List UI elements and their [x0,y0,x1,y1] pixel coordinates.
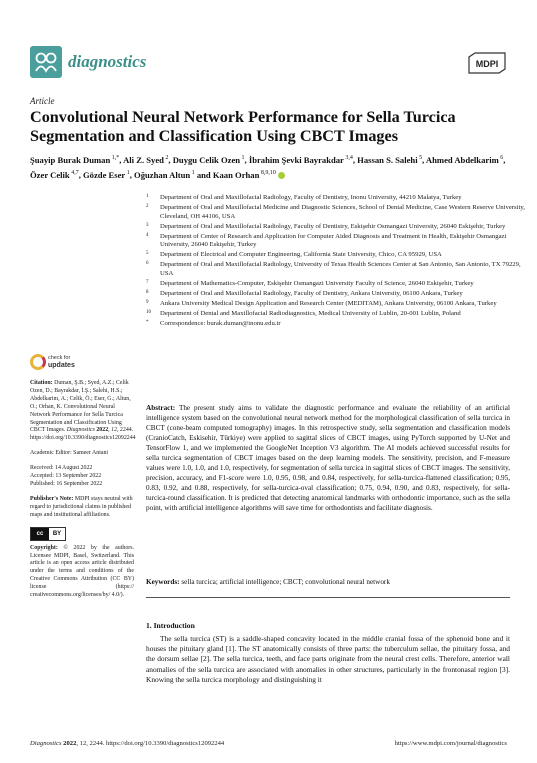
author-name[interactable]: Özer Celik $^{4,7}$ [30,169,79,180]
affiliation-number: 6 [146,261,149,266]
affiliation-item [146,223,526,232]
affiliation-text: Department of Center of Research and Application for Computer Aided Diagnosis and Treatment in Health, Eskişehir Osmangazi University, 26040 Eskişehir, Turkey [160,232,507,248]
affiliations-list [146,194,526,330]
affiliation-text: Correspondence: burak.duman@inonu.edu.tr [160,319,281,327]
section-divider [146,597,510,598]
author-affiliation-sup: 8,9,10 [259,169,276,176]
article-type: Article [30,96,55,106]
cc-icon: cc [31,528,49,540]
received-date: Received: 14 August 2022 [30,465,93,472]
affiliation-text: Department of Dental and Maxillofacial Radiodiagnostics, Medical University of Lublin, 20-001 Lublin, Poland [160,309,461,317]
author-name[interactable]: Kaan Orhan $^{8,9,10}$ [212,169,276,180]
journal-header [30,46,507,80]
affiliation-item [146,251,526,260]
affiliation-text: Department of Mathematics-Computer, Eskişehir Osmangazi University Faculty of Science, 26040 Eskişehir, Turkey [160,279,474,287]
author-affiliation-sup: 6 [498,155,504,161]
affiliation-number: 2 [146,204,149,209]
author-affiliation-sup: 2 [163,155,169,161]
author-name[interactable]: Gözde Eser $^1$ [83,169,130,180]
affiliation-item [146,300,526,309]
introduction-text: The sella turcica (ST) is a saddle-shaped concavity located in the middle cranial fossa of the sphenoid bone and it houses the pituitary gland [1]. The ST anatomically consists of three parts: the tuberculum sellae, the pituitary fossa, and the dorsum sellae [2]. The sella turcica, teeth, and face parts originate from the neural crest cells. Therefore, anterior wall anomalies of the sella turcica are associated with anomalies in other structures, particularly in the frontonasal region [3]. Knowing the sella turcica morphology and distinguishing it [146,634,510,684]
affiliation-number: 8 [146,289,149,295]
abstract: Abstract: The present study aims to validate the diagnostic performance and evaluate the reliability of an artificial intelligence system based on the convolutional neural network method for the morphological classification of sella turcica in CBCT (cone-beam computed tomography) images. In this retrospective study, sella segmentation and classification models (CranioCatch, Eskisehir, Türkiye) were applied to sagittal slices of CBCT images, using PyTorch supported by U-Net and TensorFlow 1, and we implemented the GoogleNet Inception V3 algorithm. The AI models achieved successful results for sella turcica segmentation of CBCT images based on the deep learning models. The sensitivity, precision, and F-measure values were 1.0, 1.0, and 1.0, respectively, for segmentation of sella turcica in sagittal slices of CBCT images. The sensitivity, precision, accuracy, and F1-score were 1.0, 0.95, 0.98, and 0.84, respectively, for sella-turcica-flattened classification; 0.95, 0.83, 0.92, and 0.88, respectively, for sella-turcica-oval classification; 0.75, 0.94, 0.90, and 0.83, respectively, for sella-turcica-round classification. It is predicted that detecting anatomical landmarks with orthodontic importance, such as the sella point, with artificial intelligence algorithms will save time for orthodontists and facilitate diagnosis. [146,404,510,512]
paper-title: Convolutional Neural Network Performance for Sella Turcica Segmentation and Classification Using CBCT Images [30,108,456,145]
copyright-block: Copyright: © 2022 by the authors. Licensee MDPI, Basel, Switzerland. This article is an open access article distributed under the terms and conditions of the Creative Commons Attribution (CC BY) license (https:// creativecommons.org/licenses/by/ 4.0/). [30,544,134,599]
affiliation-text: Department of Oral and Maxillofacial Medicine and Diagnostic Sciences, School of Dental Medicine, Case Western Reserve University, Cleveland, OH 44106, USA [160,204,525,220]
by-icon: BY [52,530,62,537]
affiliation-number: * [146,319,149,325]
affiliation-number: 3 [146,222,149,228]
author-affiliation-sup: 1 [190,169,195,176]
author-name[interactable]: Oğuzhan Altun $^1$ [134,169,195,180]
affiliation-number: 7 [146,279,149,285]
affiliation-number: 5 [146,251,149,256]
author-affiliation-sup: 1 [240,155,245,161]
affiliation-item [146,194,526,203]
check-for-updates-badge[interactable]: check for updates [30,352,134,374]
affiliation-number: 10 [146,309,151,315]
cc-by-license-badge[interactable] [30,527,66,541]
introduction-heading: 1. Introduction [146,621,195,630]
affiliation-text: Ankara University Medical Design Application and Research Center (MEDITAM), Ankara University, 06100 Ankara, Turkey [160,299,497,307]
keywords: Keywords: sella turcica; artificial intelligence; CBCT; convolutional neural network [146,578,390,586]
publisher-note: Publisher's Note: MDPI stays neutral with regard to jurisdictional claims in published maps and institutional affiliations. [30,495,133,518]
footer-citation: Diagnostics 2022, 12, 2244. https://doi.org/10.3390/diagnostics12092244 [30,740,225,747]
affiliation-text: Department of Oral and Maxillofacial Radiology, Faculty of Dentistry, Inonu University, 44210 Malatya, Turkey [160,194,462,201]
author-name[interactable]: Hassan S. Salehi $^5$ [357,154,423,165]
affiliation-text: Department of Oral and Maxillofacial Radiology, University of Texas Health Sciences Center at San Antonio, San Antonio, TX 79229, USA [160,261,521,277]
affiliation-item [146,261,526,278]
author-name[interactable]: Şuayip Burak Duman $^{1,*}$ [30,154,120,165]
citation-block: Citation: Duman, Ş.B.; Syed, A.Z.; Celik Ozen, D.; Bayrakdar, İ.Ş.; Salehi, H.S.; Abdelkarim, A.; Celik, Ö.; Eser, G.; Altun, O.; Orhan, K. Convolutional Neural Network Performance for Sella Turcica Segmentation and Classification Using CBCT Images. Diagnostics 2022, 12, 2244. https://doi.org/10.3390/diagnostics12092244 [30,380,136,442]
academic-editor: Academic Editor: Sameer Antani [30,450,109,457]
journal-name[interactable]: diagnostics [68,52,147,71]
accepted-date: Accepted: 13 September 2022 [30,473,102,480]
author-name[interactable]: Ali Z. Syed $^2$ [123,154,169,165]
footer-journal-url[interactable]: https://www.mdpi.com/journal/diagnostics [394,740,507,747]
dates-block [30,465,134,489]
check-updates-icon [30,354,46,370]
affiliation-item [146,204,526,221]
affiliation-item [146,310,526,319]
author-name[interactable]: Ahmed Abdelkarim $^6$ [425,154,504,165]
mdpi-logo[interactable] [467,52,507,74]
author-name[interactable]: Duygu Celik Ozen $^1$ [172,154,245,165]
author-affiliation-sup: 5 [417,155,423,161]
affiliation-text: Department of Oral and Maxillofacial Radiology, Faculty of Dentistry, Eskişehir Osmangazi University, 26040 Eskişehir, Turkey [160,222,506,230]
author-list: Şuayip Burak Duman $^{1,*}$, Ali Z. Syed $^2$, Duygu Celik Ozen $^1$, İbrahim Şevki Bayrakdar $^{3,4}$, Hassan S. Salehi $^5$, Ahmed Abdelkarim $^6$, Özer Celik $^{4,7}$, Gözde Eser $^1$, Oğuzhan Altun $^1$ and Kaan Orhan $^{8,9,10}$ [30,154,506,180]
author-affiliation-sup: 3,4 [343,155,353,161]
affiliation-number: 9 [146,299,149,305]
affiliation-item [146,233,526,250]
author-name[interactable]: İbrahim Şevki Bayrakdar $^{3,4}$ [248,154,353,165]
mdpi-logo-text: MDPI [475,59,499,69]
orcid-icon[interactable] [278,172,285,179]
affiliation-number: 4 [146,232,149,238]
author-affiliation-sup: 1 [125,169,130,176]
sidebar [30,352,134,607]
citation-doi-link[interactable]: , 2244. https://doi.org/10.3390/diagnostics12092244 [30,427,136,442]
author-affiliation-sup: 1,* [110,155,120,161]
author-affiliation-sup: 4,7 [69,169,79,176]
affiliation-text: Department of Oral and Maxillofacial Radiology, Faculty of Dentistry, Ankara University, 06100 Ankara, Turkey [160,289,463,297]
affiliation-text: Department of Electrical and Computer Engineering, California State University, Chico, CA 95929, USA [160,251,442,258]
journal-logo-icon [30,46,62,78]
affiliation-item [146,290,526,299]
affiliation-item [146,320,526,329]
affiliation-number: 1 [146,194,149,199]
published-date: Published: 16 September 2022 [30,480,103,487]
affiliation-item [146,280,526,289]
